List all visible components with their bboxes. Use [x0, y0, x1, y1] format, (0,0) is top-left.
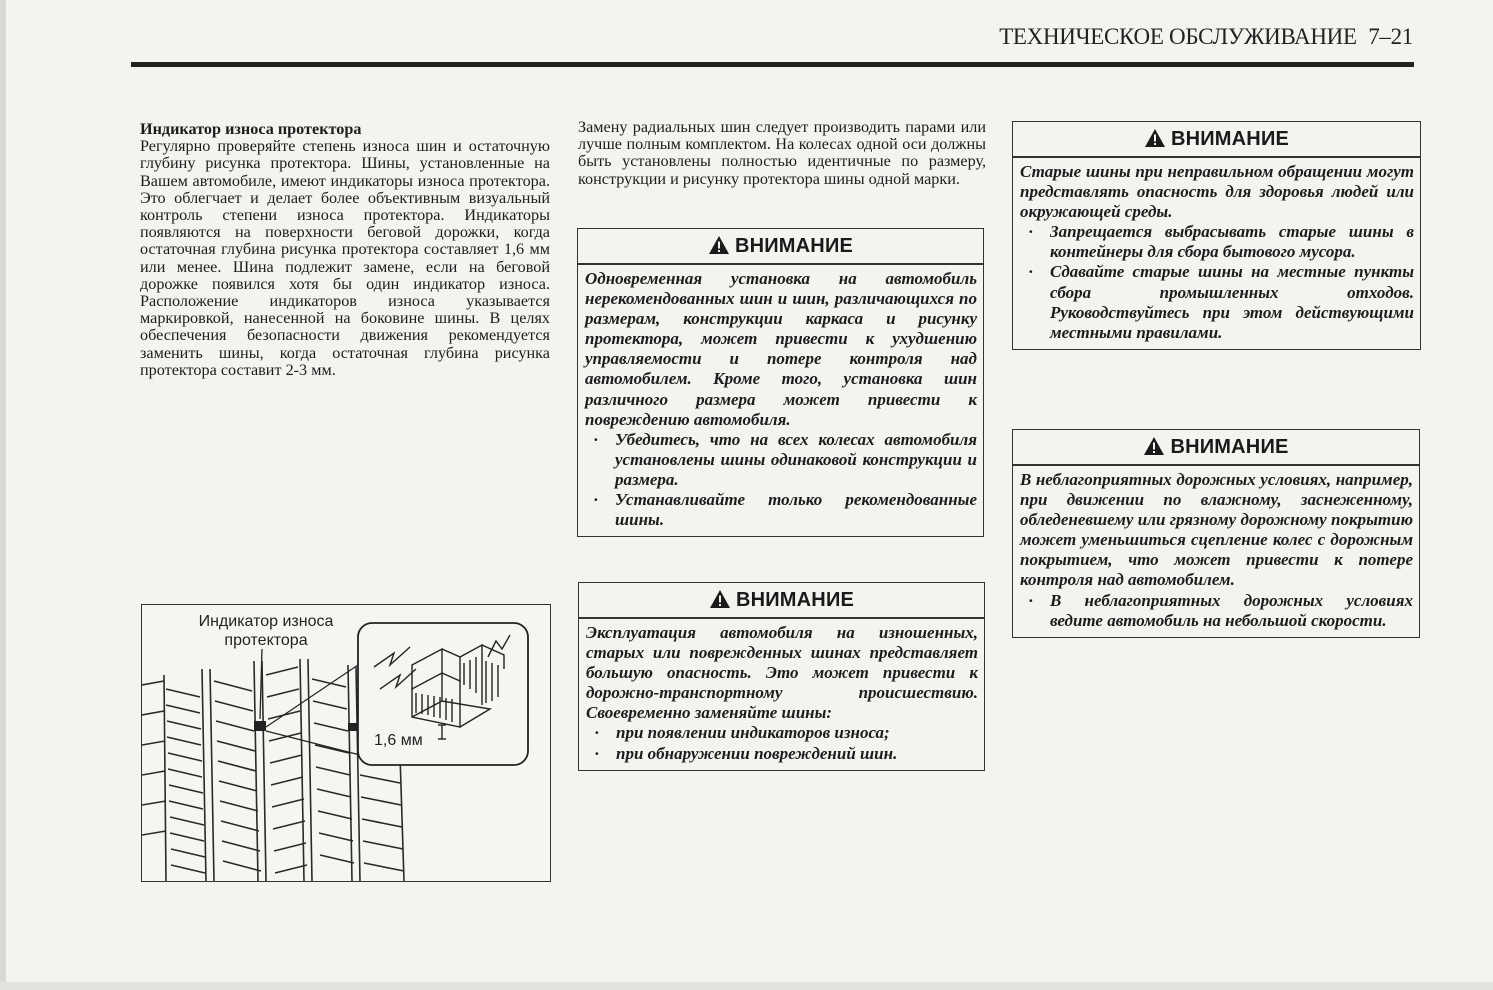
warning-body [579, 619, 984, 770]
warning-text: Старые шины при неправильном обращении могут представлять опасность для здоровья людей или окружающей среды. [1020, 162, 1414, 222]
warning-bullet: · Убедитесь, что на всех колесах автомобиля установлены шины одинаковой конструкции и размера. [585, 430, 977, 490]
warning-title: ВНИМАНИЕ [1170, 436, 1289, 458]
page-number: 7–21 [1368, 24, 1413, 49]
scan-edge [0, 0, 6, 990]
warning-text: В неблагоприятных дорожных условиях, например, при движении по влажному, заснеженному, обледеневшему или грязному дорожному покрытию может уменьшиться сцепление колес с дорожным покрытием, что может привести к потере контроля над автомобилем. [1020, 470, 1413, 590]
warning-title-bar [1013, 430, 1419, 466]
warning-body [578, 265, 983, 536]
warning-text: Одновременная установка на автомобиль нерекомендованных шин и шин, различающихся по размерам, конструкции каркаса и рисунку протектора, может привести к ухудшению управляемости и потере контроля над автомобилем. Кроме того, установка шин различного размера может привести к повреждению автомобиля. [585, 269, 977, 429]
warning-box-worn-tires [578, 582, 985, 771]
scan-edge [0, 982, 1493, 990]
warning-title-bar [1013, 122, 1420, 158]
warning-title: ВНИМАНИЕ [734, 235, 854, 257]
warning-body [1013, 466, 1419, 637]
warning-body [1013, 158, 1420, 349]
warning-box-mixed-tires [577, 228, 984, 537]
warning-box-road-conditions [1012, 429, 1420, 638]
warning-title-bar [579, 583, 984, 619]
warning-bullet: · при появлении индикаторов износа; [586, 723, 978, 743]
warning-triangle-icon [709, 589, 731, 609]
figure-label: Индикатор износа протектора [198, 613, 334, 649]
section-heading: Индикатор износа протектора [140, 120, 362, 138]
header-rule [131, 62, 1414, 67]
section-title: ТЕХНИЧЕСКОЕ ОБСЛУЖИВАНИЕ [999, 24, 1357, 49]
warning-triangle-icon [1143, 436, 1165, 456]
warning-triangle-icon [708, 235, 730, 255]
callout-line [266, 731, 360, 755]
warning-bullet: · при обнаружении повреждений шин. [586, 744, 978, 764]
tread-wear-section [140, 121, 550, 379]
warning-box-old-tires-disposal [1012, 121, 1421, 350]
warning-bullet: · В неблагоприятных дорожных условиях ведите автомобиль на небольшой скорости. [1020, 591, 1413, 631]
running-header [999, 24, 1413, 50]
tire-replacement-text: Замену радиальных шин следует производить парами или лучше полным комплектом. На колесах одной оси должны быть установлены полностью идентичные по размеру, конструкции и рисунку протектора шины одной марки. [578, 118, 986, 188]
warning-bullet: · Устанавливайте только рекомендованные шины. [585, 490, 977, 530]
section-body: Регулярно проверяйте степень износа шин и остаточную глубину рисунка протектора. Шины, установленные на Вашем автомобиле, имеют индикаторы износа протектора. Это облегчает и делает более объективным визуальный контроль степени износа протектора. Индикаторы появляются на поверхности беговой дорожки, когда остаточная глубина рисунка протектора составляет 1,6 мм или менее. Шина подлежит замене, если на беговой дорожке появился хотя бы один индикатор износа. Расположение индикаторов износа указывается маркировкой, нанесенной на боковине шины. В целях обеспечения безопасности движения рекомендуется заменить шины, когда остаточная глубина рисунка протектора составит 2-3 мм. [140, 137, 550, 379]
warning-title-bar [578, 229, 983, 265]
figure-dimension: 1,6 мм [374, 732, 423, 749]
warning-title: ВНИМАНИЕ [735, 589, 855, 611]
warning-title: ВНИМАНИЕ [1170, 128, 1290, 150]
wear-indicator-mark [254, 721, 266, 731]
warning-bullet: · Запрещается выбрасывать старые шины в контейнеры для сбора бытового мусора. [1020, 222, 1414, 262]
warning-bullet: · Сдавайте старые шины на местные пункты сбора промышленных отходов. Руководствуйтесь при этом действующими местными правилами. [1020, 262, 1414, 342]
warning-triangle-icon [1144, 128, 1166, 148]
warning-text: Эксплуатация автомобиля на изношенных, старых или поврежденных шинах представляет большую опасность. Это может привести к дорожно-транспортному происшествию. Своевременно заменяйте шины: [586, 623, 978, 723]
callout-line [266, 665, 358, 727]
